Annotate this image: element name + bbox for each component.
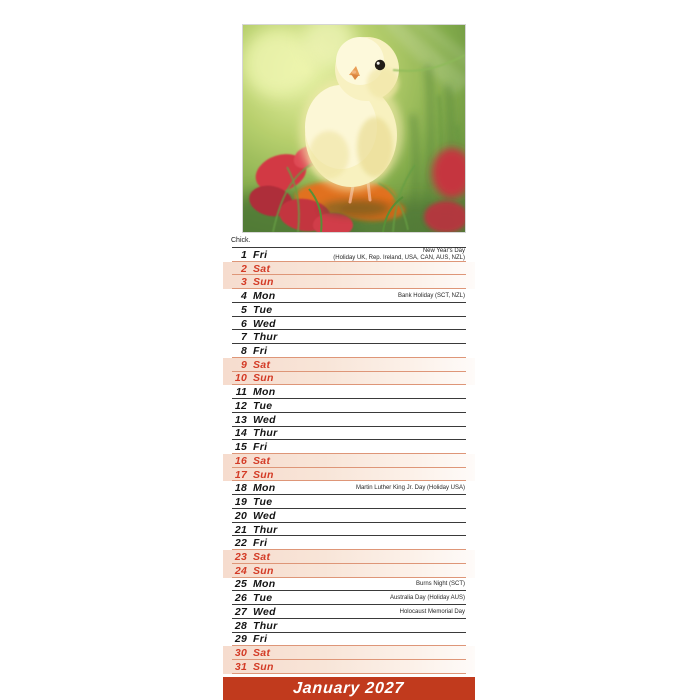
day-number: 1 (240, 248, 247, 261)
day-number: 18 (234, 482, 247, 495)
day-number: 26 (234, 592, 247, 605)
day-name: Fri (253, 537, 268, 550)
calendar-row (223, 564, 475, 578)
day-name: Sun (253, 564, 274, 577)
calendar-row (223, 591, 475, 605)
day-number: 20 (234, 509, 247, 522)
day-name: Sun (253, 660, 274, 673)
day-name: Tue (253, 303, 273, 316)
calendar-row (223, 619, 475, 633)
day-number: 15 (234, 441, 247, 454)
day-number: 22 (234, 537, 247, 550)
day-number: 3 (240, 276, 247, 289)
calendar-row (223, 317, 475, 331)
holiday-line: (Holiday UK, Rep. Ireland, USA, CAN, AUS, NZL) (333, 254, 465, 261)
calendar-row (223, 550, 475, 564)
day-name: Fri (253, 633, 268, 646)
day-number: 27 (234, 605, 247, 618)
calendar-row (223, 440, 475, 454)
day-number: 7 (240, 331, 247, 344)
day-name: Wed (253, 413, 276, 426)
day-number: 21 (234, 523, 247, 536)
calendar-row (223, 385, 475, 399)
day-number: 5 (240, 303, 247, 316)
day-number: 9 (240, 358, 247, 371)
calendar-row (223, 399, 475, 413)
calendar-row (223, 605, 475, 619)
holiday-label (356, 485, 475, 492)
day-number: 8 (240, 345, 247, 357)
day-number: 16 (234, 454, 247, 467)
calendar-row (223, 536, 475, 550)
day-number: 13 (234, 413, 247, 426)
day-name: Sat (253, 647, 271, 660)
day-name: Mon (253, 578, 276, 591)
day-number: 12 (234, 399, 247, 412)
day-number: 30 (234, 647, 247, 660)
day-number: 17 (234, 468, 247, 481)
calendar-row (223, 413, 475, 427)
calendar-row (223, 427, 475, 441)
day-name: Mon (253, 290, 276, 303)
day-name: Sun (253, 468, 274, 481)
holiday-label (400, 609, 475, 616)
calendar-row (223, 633, 475, 647)
holiday-line: Holocaust Memorial Day (399, 608, 465, 615)
day-name: Thur (253, 427, 278, 440)
calendar-row (223, 330, 475, 344)
day-name: Tue (253, 496, 273, 509)
day-name: Sun (253, 276, 274, 289)
day-name: Mon (253, 482, 276, 495)
calendar-row (223, 578, 475, 592)
chick-photo-illustration (243, 25, 465, 232)
calendar-row (223, 262, 475, 276)
day-name: Fri (253, 345, 268, 357)
day-name: Tue (253, 592, 273, 605)
day-name: Sat (253, 262, 271, 275)
day-name: Fri (253, 441, 268, 454)
day-name: Thur (253, 331, 278, 344)
calendar-row (223, 646, 475, 660)
day-name: Wed (253, 317, 276, 330)
calendar-row (223, 454, 475, 468)
holiday-label (416, 581, 475, 588)
day-name: Tue (253, 399, 273, 412)
calendar-row (223, 358, 475, 372)
day-number: 19 (234, 496, 247, 509)
day-number: 2 (240, 262, 247, 275)
holiday-label (390, 595, 475, 602)
holiday-line: Burns Night (SCT) (415, 581, 465, 588)
holiday-line: Martin Luther King Jr. Day (Holiday USA) (355, 485, 465, 492)
day-number: 10 (234, 372, 247, 385)
holiday-label (398, 293, 475, 300)
calendar-row (223, 303, 475, 317)
day-name: Sun (253, 372, 274, 385)
holiday-line: New Year's Day (422, 248, 465, 255)
calendar-row (223, 481, 475, 495)
day-number: 23 (234, 551, 247, 564)
day-name: Thur (253, 523, 278, 536)
calendar-row (223, 344, 475, 358)
day-number: 28 (234, 619, 247, 632)
day-name: Sat (253, 454, 271, 467)
day-number: 14 (234, 427, 247, 440)
holiday-line: Australia Day (Holiday AUS) (389, 594, 465, 601)
day-number: 6 (240, 317, 247, 330)
calendar-row (223, 289, 475, 303)
calendar-row (223, 660, 475, 674)
calendar-row (223, 248, 475, 262)
day-number: 31 (234, 660, 247, 673)
calendar-row (223, 275, 475, 289)
calendar-strip (223, 0, 475, 700)
month-banner (223, 677, 475, 700)
day-number: 24 (234, 564, 247, 577)
day-number: 4 (240, 290, 247, 303)
day-number: 11 (235, 386, 247, 399)
chick-photo (242, 24, 466, 233)
day-name: Mon (253, 386, 276, 399)
month-title: January 2027 (292, 679, 406, 697)
day-name: Wed (253, 605, 276, 618)
day-name: Fri (253, 248, 268, 261)
calendar-row (223, 372, 475, 386)
holiday-line: Bank Holiday (SCT, NZL) (397, 292, 465, 299)
day-name: Thur (253, 619, 278, 632)
calendar-row (223, 523, 475, 537)
calendar-row (223, 495, 475, 509)
calendar-row (223, 468, 475, 482)
day-name: Wed (253, 509, 276, 522)
day-number: 29 (234, 633, 247, 646)
holiday-label (333, 248, 475, 261)
day-number: 25 (234, 578, 247, 591)
photo-caption: Chick. (231, 237, 251, 244)
calendar-rows (223, 248, 475, 674)
day-name: Sat (253, 551, 271, 564)
calendar-row (223, 509, 475, 523)
day-name: Sat (253, 358, 271, 371)
